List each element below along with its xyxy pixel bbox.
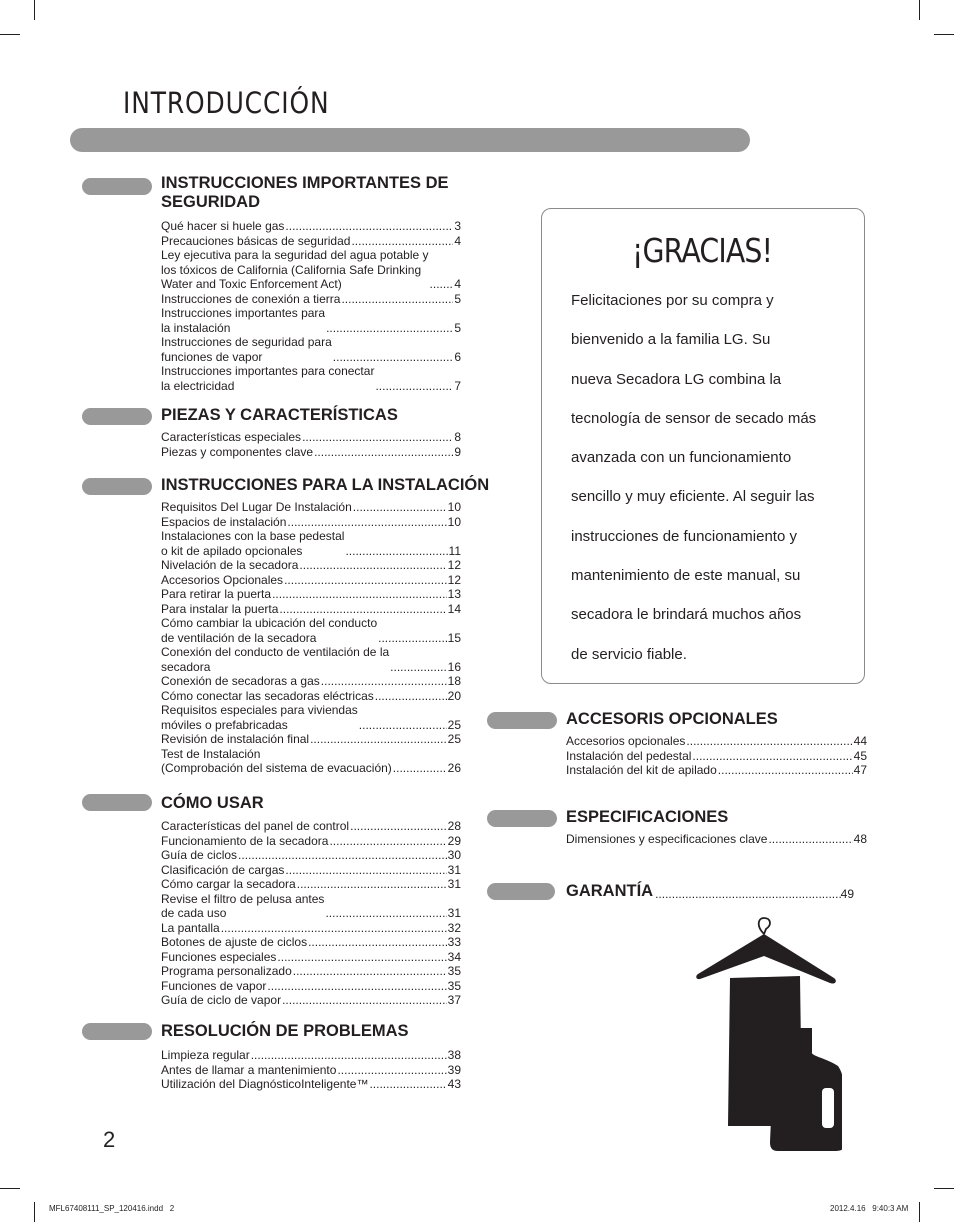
toc-entry[interactable]	[161, 689, 461, 704]
toc-entry-text: Revisión de instalación final	[161, 732, 310, 746]
toc-page-number: 13	[447, 587, 461, 601]
section-pill	[487, 883, 555, 900]
toc-entry[interactable]	[566, 832, 867, 847]
toc-page-number: 31	[447, 906, 461, 920]
toc-entry[interactable]	[566, 749, 867, 764]
toc-entry[interactable]	[161, 306, 461, 335]
toc-list	[161, 430, 461, 459]
crop-mark	[919, 1202, 920, 1222]
toc-entry[interactable]	[566, 734, 867, 749]
toc-page-number: 37	[447, 993, 461, 1007]
toc-page-number: 28	[447, 819, 461, 833]
toc-entry-text: Guía de ciclo de vapor	[161, 993, 282, 1007]
toc-page-number: 31	[447, 862, 461, 877]
section-pill	[82, 408, 152, 425]
toc-page-number: 20	[447, 688, 461, 703]
toc-entry-text: Precauciones básicas de seguridad	[161, 233, 351, 248]
toc-entry[interactable]	[161, 515, 461, 530]
dot-leader	[287, 515, 446, 530]
dot-leader	[279, 602, 446, 617]
toc-entry-text: Ley ejecutiva para la seguridad del agua potable y los tóxicos de California (California Safe Drinking Water and Toxic Enforcement Act)	[161, 248, 429, 291]
toc-entry-text: Características del panel de control	[161, 819, 350, 833]
toc-entry[interactable]	[161, 558, 461, 573]
dot-leader	[718, 763, 853, 778]
toc-page-number: 10	[447, 500, 461, 514]
dot-leader	[351, 234, 453, 249]
dot-leader	[393, 761, 447, 776]
toc-page-number: 12	[447, 572, 461, 587]
toc-page-number: 11	[448, 543, 461, 558]
toc-entry[interactable]	[161, 703, 461, 732]
toc-entry-text: Utilización del DiagnósticoInteligente™	[161, 1077, 369, 1091]
toc-entry-text: Qué hacer si huele gas	[161, 219, 285, 233]
section-pill	[82, 478, 152, 495]
dot-leader	[686, 734, 852, 749]
toc-entry-text: Revise el filtro de pelusa antes de cada uso	[161, 891, 325, 920]
toc-entry-text: Antes de llamar a mantenimiento	[161, 1062, 337, 1077]
toc-entry-text: Accesorios Opcionales	[161, 572, 284, 587]
toc-entry-text: Funciones de vapor	[161, 978, 267, 993]
toc-page-number: 43	[447, 1077, 461, 1091]
toc-entry-text: Para retirar la puerta	[161, 587, 272, 601]
toc-list	[161, 819, 461, 1008]
dot-leader	[238, 848, 447, 863]
dot-leader	[375, 689, 447, 704]
crop-mark	[919, 0, 920, 20]
toc-entry[interactable]	[161, 950, 461, 965]
thanks-title: ¡GRACIAS!	[632, 231, 773, 270]
toc-entry-text: Test de Instalación (Comprobación del sistema de evacuación)	[161, 746, 392, 775]
toc-page-number: 5	[454, 291, 461, 306]
toc-page-number: 16	[447, 659, 461, 674]
toc-entry[interactable]	[161, 430, 461, 445]
section-title: CÓMO USAR	[161, 794, 264, 812]
toc-entry-text: Instalación del pedestal	[566, 748, 692, 763]
dot-leader	[282, 993, 447, 1008]
toc-entry[interactable]	[161, 877, 461, 892]
toc-entry[interactable]	[161, 1077, 461, 1092]
toc-page-number: 12	[447, 558, 461, 572]
toc-entry-text: La pantalla	[161, 920, 220, 935]
toc-page-number: 44	[853, 734, 867, 748]
dot-leader	[251, 1048, 447, 1063]
dot-leader	[768, 832, 852, 847]
toc-entry[interactable]	[161, 500, 461, 515]
dot-leader	[267, 979, 446, 994]
toc-entry-text: Instrucciones importantes para la instalación	[161, 306, 326, 335]
toc-page-number: 48	[853, 832, 867, 846]
crop-mark	[34, 1202, 35, 1222]
toc-page-number: 33	[447, 935, 461, 949]
dot-leader	[277, 950, 446, 965]
dot-leader	[655, 887, 841, 901]
dot-leader	[308, 935, 447, 950]
dot-leader	[285, 219, 453, 234]
crop-mark	[934, 1188, 954, 1189]
toc-page-number: 5	[454, 320, 461, 335]
toc-entry[interactable]	[161, 935, 461, 950]
toc-entry[interactable]	[161, 1048, 461, 1063]
footer-timestamp: 2012.4.16 9:40:3 AM	[830, 1204, 909, 1213]
toc-entry-text: Limpieza regular	[161, 1048, 250, 1062]
toc-entry[interactable]	[161, 335, 461, 364]
dot-leader	[299, 558, 446, 573]
toc-entry[interactable]	[161, 234, 461, 249]
page-title: INTRODUCCIÓN	[123, 86, 330, 120]
dot-leader	[333, 350, 454, 365]
toc-list	[161, 500, 461, 776]
section-title: INSTRUCCIONES PARA LA INSTALACIÓN	[161, 476, 490, 494]
toc-entry-text: Cómo conectar las secadoras eléctricas	[161, 688, 374, 703]
toc-page-number: 8	[454, 430, 461, 444]
toc-page-number: 18	[447, 674, 461, 688]
toc-entry[interactable]	[161, 848, 461, 863]
toc-entry-text: Nivelación de la secadora	[161, 558, 299, 572]
toc-entry-text: Para instalar la puerta	[161, 601, 279, 616]
toc-entry-text: Clasificación de cargas	[161, 862, 285, 877]
section-title: RESOLUCIÓN DE PROBLEMAS	[161, 1022, 409, 1040]
toc-entry[interactable]	[161, 529, 461, 558]
section-title: PIEZAS Y CARACTERÍSTICAS	[161, 406, 398, 424]
toc-page-number: 15	[447, 630, 461, 645]
toc-entry-text: Dimensiones y especificaciones clave	[566, 832, 768, 846]
toc-entry-text: Funcionamiento de la secadora	[161, 833, 329, 848]
toc-page-number: 30	[447, 848, 461, 862]
dot-leader	[390, 660, 446, 675]
title-bar	[70, 128, 750, 152]
toc-entry-text: Instalación del kit de apilado	[566, 763, 717, 777]
toc-entry[interactable]	[161, 602, 461, 617]
crop-mark	[34, 0, 35, 20]
toc-entry[interactable]	[161, 445, 461, 460]
toc-page-number: 4	[454, 277, 461, 291]
toc-list	[161, 1048, 461, 1092]
section-pill	[487, 810, 557, 827]
toc-page-number: 34	[447, 949, 461, 964]
toc-entry[interactable]	[161, 979, 461, 994]
toc-list	[161, 219, 461, 393]
toc-page-number: 49	[840, 887, 854, 901]
toc-entry-text: Cómo cargar la secadora	[161, 877, 296, 891]
crop-mark	[0, 1188, 20, 1189]
dot-leader	[350, 819, 447, 834]
dot-leader	[369, 1077, 446, 1092]
dot-leader	[337, 1063, 446, 1078]
toc-page-number: 45	[853, 748, 867, 763]
hanger-icon	[696, 918, 836, 984]
toc-list	[566, 734, 867, 778]
toc-entry-text: Espacios de instalación	[161, 514, 287, 529]
toc-entry[interactable]	[161, 364, 461, 393]
dot-leader	[430, 277, 454, 292]
toc-list	[566, 832, 867, 847]
toc-entry[interactable]	[161, 616, 461, 645]
toc-entry[interactable]	[566, 763, 867, 778]
toc-page-number: 3	[454, 219, 461, 233]
dot-leader	[326, 321, 453, 336]
toc-entry[interactable]	[161, 587, 461, 602]
section-title: GARANTÍA	[566, 882, 654, 900]
toc-page-number: 29	[447, 833, 461, 848]
dot-leader	[325, 906, 446, 921]
section-title: INSTRUCCIONES IMPORTANTES DE SEGURIDAD	[161, 174, 449, 211]
toc-entry[interactable]	[161, 863, 461, 878]
dot-leader	[297, 877, 447, 892]
toc-entry-text: Instrucciones de conexión a tierra	[161, 291, 341, 306]
toc-page-number: 10	[447, 514, 461, 529]
toc-entry[interactable]	[161, 732, 461, 747]
section-pill	[82, 1023, 152, 1040]
crop-mark	[934, 34, 954, 35]
dot-leader	[302, 430, 453, 445]
section-title: ESPECIFICACIONES	[566, 808, 729, 826]
toc-entry[interactable]	[161, 292, 461, 307]
toc-entry-text: Guía de ciclos	[161, 848, 238, 862]
toc-entry-text: Accesorios opcionales	[566, 734, 686, 748]
dot-leader	[284, 573, 447, 588]
toc-entry[interactable]	[161, 219, 461, 234]
toc-page-number: 26	[447, 761, 461, 775]
toc-entry-text: Instrucciones de seguridad para funciones de vapor	[161, 335, 332, 364]
dot-leader	[345, 544, 447, 559]
dot-leader	[375, 379, 453, 394]
footer-file-name: MFL67408111_SP_120416.indd 2	[49, 1204, 175, 1213]
dot-leader	[293, 964, 447, 979]
toc-entry[interactable]	[161, 834, 461, 849]
toc-entry[interactable]	[161, 674, 461, 689]
dot-leader	[353, 500, 447, 515]
toc-page-number: 35	[447, 964, 461, 978]
toc-entry-text: Instalaciones con la base pedestal o kit de apilado opcionales	[161, 529, 345, 558]
toc-entry-text: Programa personalizado	[161, 964, 292, 978]
section-pill	[82, 794, 152, 811]
dot-leader	[221, 921, 447, 936]
dot-leader	[378, 631, 447, 646]
dot-leader	[285, 863, 446, 878]
crop-mark	[0, 34, 20, 35]
toc-entry[interactable]	[161, 1063, 461, 1078]
toc-entry[interactable]	[161, 993, 461, 1008]
toc-entry-text: Funciones especiales	[161, 949, 277, 964]
toc-page-number: 32	[447, 920, 461, 935]
section-pill	[82, 178, 152, 195]
toc-page-number: 6	[454, 349, 461, 364]
dot-leader	[341, 292, 453, 307]
toc-entry-text: Piezas y componentes clave	[161, 444, 314, 459]
toc-entry-text: Requisitos Del Lugar De Instalación	[161, 500, 352, 514]
toc-entry-text: Características especiales	[161, 430, 302, 444]
toc-page-number: 25	[447, 732, 461, 746]
dot-leader	[310, 732, 447, 747]
section-pill	[487, 712, 557, 729]
laundry-illustration	[692, 916, 842, 1154]
toc-page-number: 47	[853, 763, 867, 777]
toc-entry[interactable]	[161, 248, 461, 292]
page-number: 2	[103, 1127, 116, 1152]
toc-entry[interactable]	[161, 921, 461, 936]
dot-leader	[359, 718, 447, 733]
toc-entry[interactable]	[161, 645, 461, 674]
toc-page-number: 25	[447, 717, 461, 732]
toc-entry-text: Requisitos especiales para viviendas móviles o prefabricadas	[161, 703, 358, 732]
toc-page-number: 31	[447, 877, 461, 891]
toc-entry[interactable]	[161, 964, 461, 979]
toc-entry[interactable]	[161, 892, 461, 921]
dot-leader	[329, 834, 446, 849]
dot-leader	[321, 674, 447, 689]
toc-entry-text: Cómo cambiar la ubicación del conducto de ventilación de la secadora	[161, 616, 378, 645]
toc-page-number: 14	[447, 601, 461, 616]
toc-entry-text: Conexión de secadoras a gas	[161, 674, 320, 688]
thanks-text: Felicitaciones por su compra y bienvenido a la familia LG. Su nueva Secadora LG combina la tecnología de sensor de secado más avanzada con un funcionamiento sencillo y muy eficiente. Al seguir las instrucciones de funcionamiento y mantenimiento de este manual, su secadora le brindará muchos años de servicio fiable.	[571, 292, 817, 663]
section-title: ACCESORIS OPCIONALES	[566, 710, 778, 728]
thanks-box	[541, 208, 865, 684]
dot-leader	[692, 749, 852, 764]
toc-entry-text: Botones de ajuste de ciclos	[161, 935, 308, 949]
toc-page-number: 9	[454, 444, 461, 459]
toc-page-number: 7	[454, 378, 461, 393]
toc-entry-text: Conexión del conducto de ventilación de la secadora	[161, 645, 390, 674]
toc-entry[interactable]	[161, 747, 461, 776]
toc-page-number: 35	[447, 978, 461, 993]
toc-entry[interactable]	[161, 819, 461, 834]
toc-entry-text: Instrucciones importantes para conectar la electricidad	[161, 364, 375, 393]
toc-page-number: 38	[447, 1048, 461, 1062]
dot-leader	[314, 445, 453, 460]
toc-page-number: 39	[447, 1062, 461, 1077]
toc-entry[interactable]	[161, 573, 461, 588]
toc-page-number: 4	[454, 233, 461, 248]
dot-leader	[272, 587, 447, 602]
